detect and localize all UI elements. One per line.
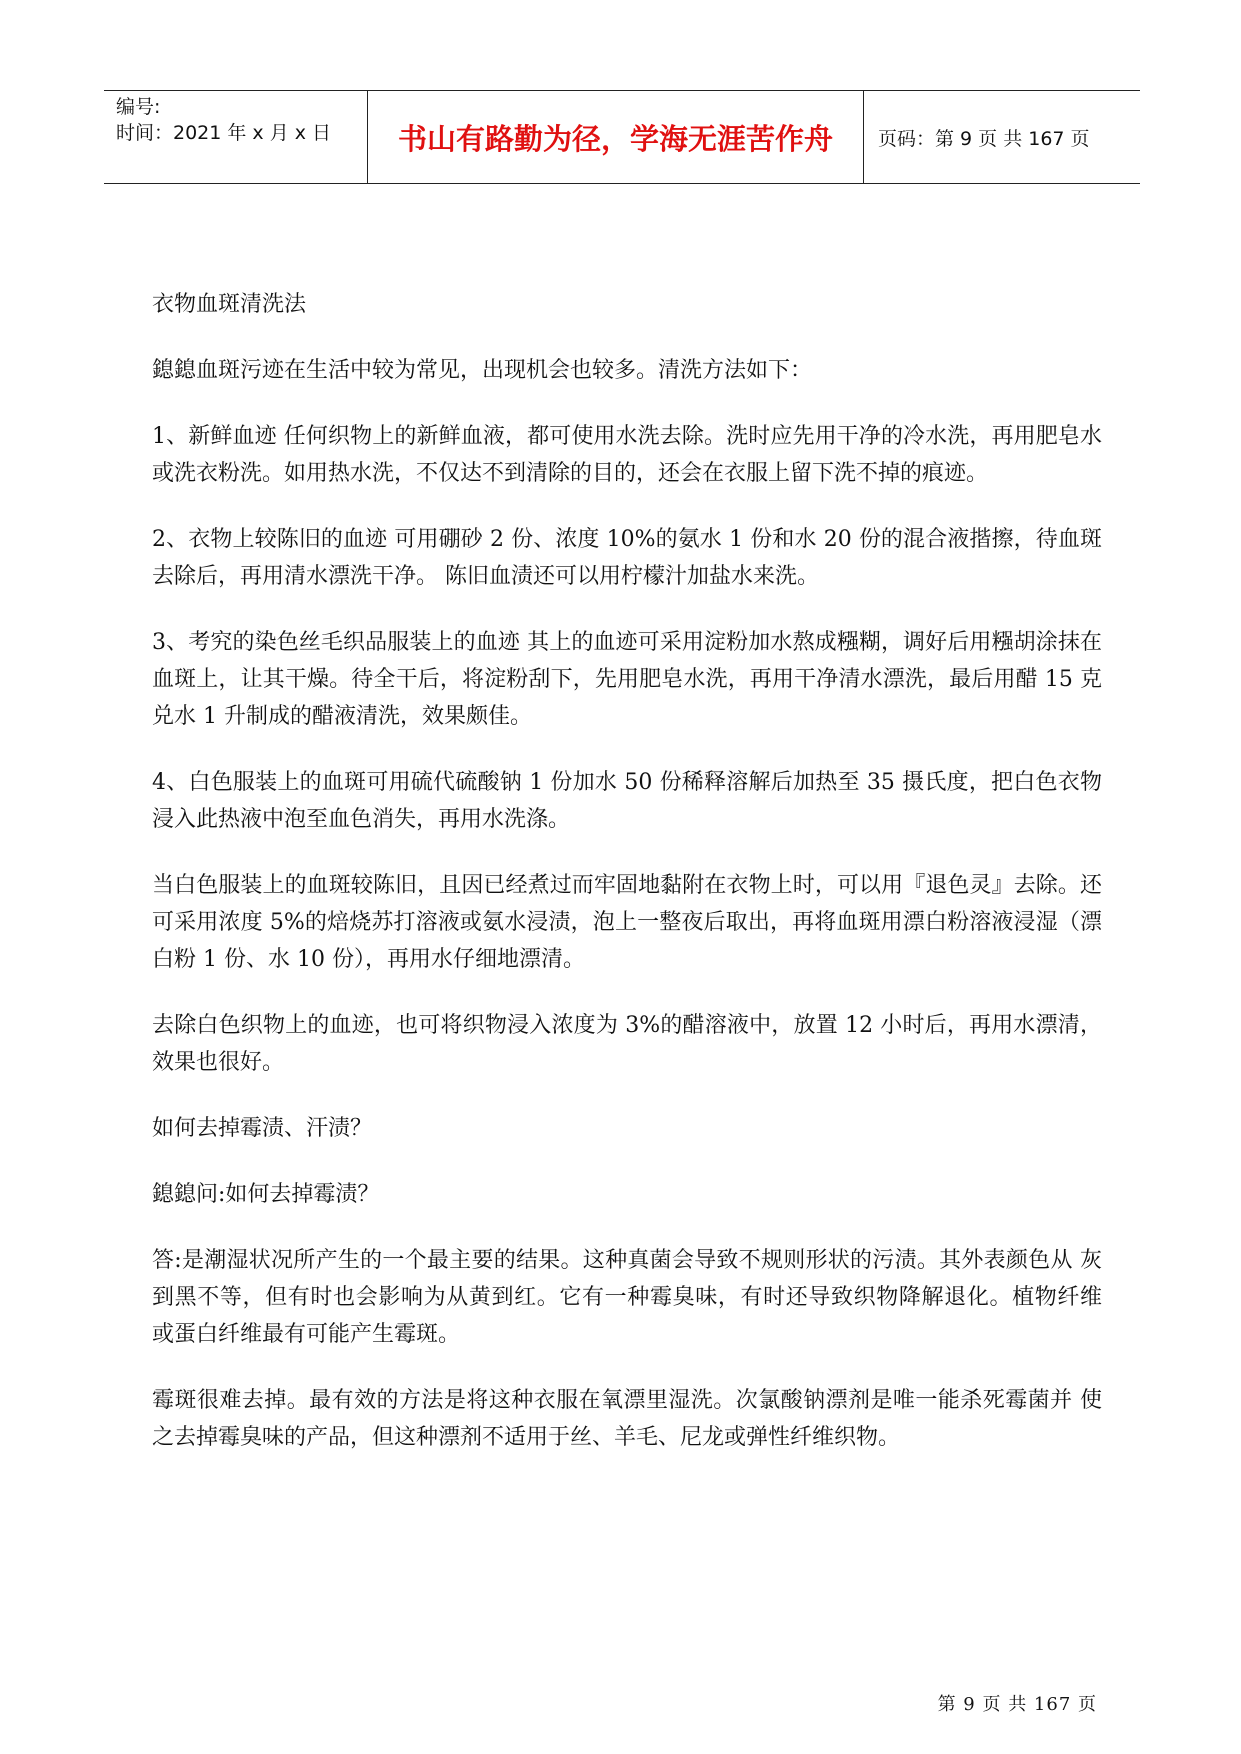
silk-wool-paragraph: 3、考究的染色丝毛织品服装上的血迹 其上的血迹可采用淀粉加水熬成糨糊，调好后用糨胡涂抹在血斑上，让其干燥。待全干后，将淀粉刮下，先用肥皂水洗，再用干净清水漂洗，最后用醋 15 克兑水 1 升制成的醋液清洗，效果颇佳。	[152, 630, 1102, 729]
intro-paragraph: 鎴鎴血斑污迹在生活中较为常见，出现机会也较多。清洗方法如下：	[152, 358, 813, 383]
mildew-removal-paragraph: 霉斑很难去掉。最有效的方法是将这种衣服在氧漂里湿洗。次氯酸钠漂剂是唯一能杀死霉菌并 使之去掉霉臭味的产品，但这种漂剂不适用于丝、羊毛、尼龙或弹性纤维织物。	[152, 1388, 1102, 1450]
page-footer: 第 9 页 共 167 页	[937, 1694, 1097, 1715]
mildew-answer-paragraph: 答:是潮湿状况所产生的一个最主要的结果。这种真菌会导致不规则形状的污渍。其外表颜色从 灰到黑不等，但有时也会影响为从黄到红。它有一种霉臭味，有时还导致织物降解退化。植物纤维 或蛋白纤维最有可能产生霉斑。	[152, 1248, 1102, 1347]
header-page-info	[864, 91, 1140, 183]
date-label: 时间：2021 年 x 月 x 日	[116, 122, 332, 144]
white-garment-paragraph: 4、白色服装上的血斑可用硫代硫酸钠 1 份加水 50 份稀释溶解后加热至 35 摄氏度，把白色衣物浸入此热液中泡至血色消失，再用水洗涤。	[152, 770, 1102, 832]
fresh-blood-paragraph: 1、新鲜血迹 任何织物上的新鲜血液，都可使用水洗去除。洗时应先用干净的冷水洗，再用肥皂水或洗衣粉洗。如用热水洗，不仅达不到清除的目的，还会在衣服上留下洗不掉的痕迹。	[152, 424, 1102, 486]
document-body	[152, 286, 1102, 1485]
header-slogan-cell	[368, 91, 864, 183]
header-meta	[104, 91, 368, 183]
vinegar-method-paragraph: 去除白色织物上的血迹，也可将织物浸入浓度为 3%的醋溶液中，放置 12 小时后，再用水漂清，效果也很好。	[152, 1013, 1102, 1075]
mildew-sweat-heading: 如何去掉霉渍、汗渍？	[152, 1116, 373, 1141]
serial-number-label: 编号:	[116, 96, 161, 118]
mildew-question: 鎴鎴问:如何去掉霉渍？	[152, 1182, 380, 1207]
document-title: 衣物血斑清洗法	[152, 292, 307, 317]
old-blood-paragraph: 2、衣物上较陈旧的血迹 可用硼砂 2 份、浓度 10%的氨水 1 份和水 20 份的混合液揩擦，待血斑去除后，再用清水漂洗干净。 陈旧血渍还可以用柠檬汁加盐水来洗。	[152, 527, 1102, 589]
page-info-text: 页码：第 9 页 共 167 页	[878, 127, 1090, 150]
document-header	[104, 90, 1140, 184]
old-white-stain-paragraph: 当白色服装上的血斑较陈旧，且因已经煮过而牢固地黏附在衣物上时，可以用『退色灵』去除。还可采用浓度 5%的焙烧苏打溶液或氨水浸渍，泡上一整夜后取出，再将血斑用漂白粉溶液浸湿（漂白粉 1 份、水 10 份），再用水仔细地漂清。	[152, 873, 1102, 972]
slogan-text: 书山有路勤为径，学海无涯苦作舟	[397, 121, 833, 156]
